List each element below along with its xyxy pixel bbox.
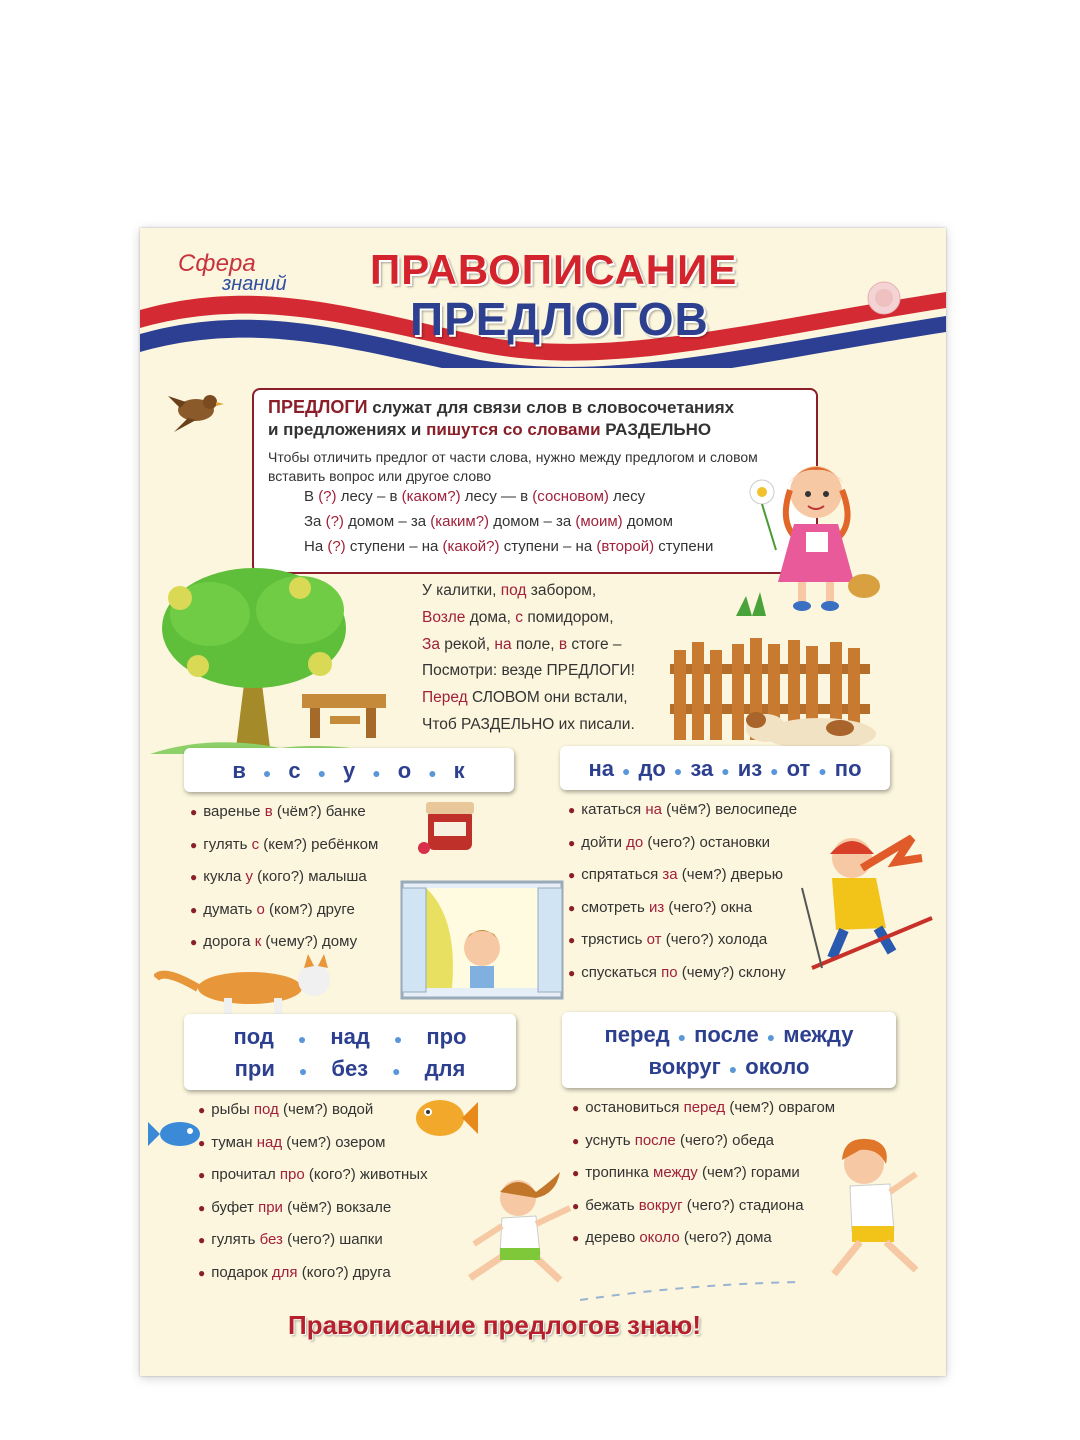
example-preposition: около (639, 1229, 680, 1246)
example-text: (чем?) озером (282, 1133, 386, 1151)
example-preposition: между (653, 1164, 698, 1181)
prepositions-panel-simple (184, 748, 514, 792)
example-text: ступени (654, 538, 714, 555)
example-text: На (304, 538, 328, 555)
preposition-word: за (690, 756, 714, 781)
bullet-icon: ● (198, 1233, 206, 1247)
preposition-word: до (638, 756, 666, 781)
rule-text-2: и предложениях и (268, 420, 427, 439)
separator-dot: ● (721, 763, 730, 779)
example-text: бежать (585, 1196, 639, 1214)
example-item (572, 1125, 835, 1158)
separator-dot: ● (677, 1029, 687, 1045)
example-text: ступени – на (499, 538, 597, 555)
poem-preposition: Перед (422, 689, 468, 707)
bullet-icon: ● (568, 900, 576, 915)
example-question: (сосновом) (532, 488, 609, 505)
example-text: ступени – на (345, 538, 443, 555)
bottom-slogan: Правописание предлогов знаю! (288, 1310, 701, 1340)
poem-text: У калитки, (422, 582, 501, 599)
example-text: кукла (203, 868, 246, 885)
bullet-icon: ● (190, 935, 198, 949)
poem-text: помидором, (523, 608, 614, 626)
prepositions-row (184, 1024, 516, 1050)
separator-dot: ● (766, 1029, 776, 1045)
tree-and-bench-illustration (150, 558, 400, 758)
preposition-word: в (232, 758, 247, 783)
preposition-word: вокруг (648, 1054, 721, 1079)
example-item (190, 829, 378, 862)
bullet-icon: ● (190, 837, 198, 852)
example-item (198, 1159, 428, 1192)
example-preposition: над (256, 1133, 283, 1151)
preposition-word: около (745, 1054, 810, 1079)
hologram-sticker (866, 280, 902, 316)
examples-list-two-letter (568, 794, 797, 989)
prepositions-panel-long (562, 1012, 896, 1088)
example-preposition: вокруг (638, 1196, 683, 1214)
example-text: подарок (211, 1263, 272, 1281)
example-text: уснуть (585, 1131, 635, 1149)
example-text: (кем?) ребёнком (259, 835, 379, 853)
preposition-word: при (234, 1056, 275, 1081)
example-preposition: после (634, 1131, 676, 1149)
girl-with-flower-illustration (736, 440, 886, 620)
separator-dot: ● (393, 1031, 403, 1047)
prepositions-row (562, 1054, 896, 1080)
example-question: (каком?) (401, 488, 461, 505)
example-text: В (304, 488, 319, 505)
preposition-word: без (331, 1056, 369, 1081)
rule-box (252, 388, 818, 574)
separator-dot: ● (770, 763, 779, 779)
example-item (568, 827, 797, 860)
poem-text: поле, (511, 635, 559, 653)
example-question: (?) (327, 538, 346, 555)
poem-text: забором, (526, 582, 597, 599)
prepositions-row (184, 1056, 516, 1082)
example-text: (чего?) остановки (643, 833, 770, 851)
example-preposition: о (256, 900, 265, 918)
example-text: (чего?) холода (661, 931, 768, 948)
rule-hint: Чтобы отличить предлог от части слова, нужно между предлогом и словом вставить вопрос или другое слово (268, 449, 758, 484)
example-text: (чём?) банке (272, 803, 366, 820)
bullet-icon: ● (568, 933, 576, 947)
rule-emphasis: пишутся со словами (426, 420, 601, 439)
example-question: (каким?) (430, 513, 490, 530)
title-line-1: ПРАВОПИСАНИЕ (370, 246, 738, 293)
example-item (568, 859, 797, 892)
logo-line-2: знаний (222, 273, 287, 295)
separator-dot: ● (372, 765, 382, 781)
preposition-word: над (330, 1024, 370, 1049)
example-text: лесу (608, 488, 646, 505)
poem-text: дома, (465, 608, 516, 626)
poem-preposition: под (500, 582, 527, 599)
poem-preposition: в (558, 635, 568, 653)
example-text: лесу – в (336, 488, 402, 505)
example-preposition: от (646, 931, 662, 948)
example-text: трястись (581, 931, 647, 948)
example-preposition: под (253, 1101, 279, 1118)
poem-text: СЛОВОМ они встали, (467, 689, 628, 707)
poem-text: Посмотри: везде ПРЕДЛОГИ! (422, 662, 635, 680)
rule-example (304, 538, 713, 555)
example-text: (чем?) оврагом (725, 1099, 836, 1116)
example-preposition: к (254, 933, 262, 950)
separator-dot: ● (392, 1063, 401, 1079)
example-text: (чего?) шапки (282, 1231, 383, 1248)
example-item (198, 1192, 428, 1225)
poem-line (422, 605, 635, 632)
window-with-girl-illustration (398, 878, 566, 1002)
example-text: (кого?) друга (297, 1263, 391, 1281)
logo-line-1: Сфера (178, 250, 256, 277)
example-preposition: без (259, 1231, 283, 1248)
example-text: рыбы (211, 1101, 254, 1118)
preposition-word: по (834, 756, 862, 781)
example-text: гулять (211, 1231, 260, 1248)
separator-dot: ● (728, 1061, 738, 1077)
examples-list-simple (190, 796, 378, 959)
example-item (568, 794, 797, 827)
example-text: остановиться (585, 1099, 684, 1116)
example-text: думать (203, 900, 257, 918)
example-text: туман (211, 1133, 257, 1151)
poem (422, 578, 635, 739)
poem-line (422, 658, 635, 685)
preposition-word: после (694, 1022, 759, 1047)
separator-dot: ● (262, 765, 273, 781)
preposition-word: между (783, 1022, 854, 1047)
example-text: дерево (585, 1229, 640, 1246)
preposition-word: для (424, 1056, 466, 1081)
example-text: (чего?) обеда (675, 1131, 774, 1149)
preposition-word: на (588, 756, 614, 781)
example-preposition: с (251, 835, 260, 853)
example-text: (чего?) стадиона (682, 1196, 804, 1214)
example-text: За (304, 513, 326, 530)
example-item (572, 1092, 835, 1125)
bullet-icon: ● (572, 1166, 580, 1180)
poem-preposition: с (515, 608, 524, 626)
bullet-icon: ● (198, 1265, 206, 1280)
example-question: (?) (325, 513, 344, 530)
preposition-word: под (233, 1024, 274, 1049)
separator-dot: ● (673, 763, 683, 779)
separator-dot: ● (317, 765, 328, 781)
separator-dot: ● (622, 763, 631, 779)
example-item (190, 861, 378, 894)
title-line-2: ПРЕДЛОГОВ (410, 293, 709, 345)
bullet-icon: ● (568, 868, 576, 882)
example-question: (?) (318, 488, 337, 505)
rule-example (304, 488, 645, 505)
example-question: (моим) (575, 513, 623, 530)
example-text: (ком?) друге (264, 900, 355, 918)
example-item (198, 1224, 428, 1257)
separator-dot: ● (428, 765, 438, 781)
example-preposition: для (271, 1263, 298, 1281)
prepositions-panel-two-letter (560, 746, 890, 790)
example-text: варенье (203, 803, 265, 820)
bullet-icon: ● (568, 835, 576, 850)
separator-dot: ● (298, 1063, 308, 1079)
bird-illustration (166, 378, 226, 438)
example-text: (чему?) дому (261, 933, 358, 950)
bullet-icon: ● (198, 1135, 206, 1150)
poem-text: рекой, (439, 635, 495, 653)
poem-preposition: на (494, 635, 512, 653)
preposition-word: перед (604, 1022, 670, 1047)
example-text: смотреть (581, 898, 649, 916)
example-text: (чем?) горами (697, 1164, 800, 1181)
poem-line (422, 685, 635, 712)
example-item (568, 892, 797, 925)
example-item (572, 1157, 835, 1190)
poem-line (422, 632, 635, 659)
example-text: спускаться (581, 963, 662, 981)
preposition-word: про (426, 1024, 467, 1049)
poem-preposition: За (422, 635, 440, 653)
prepositions-row (560, 756, 890, 782)
bullet-icon: ● (572, 1101, 580, 1115)
example-text: (кого?) малыша (252, 868, 367, 885)
example-preposition: в (264, 803, 273, 820)
fence-and-dog-illustration (670, 636, 900, 756)
bullet-icon: ● (198, 1168, 206, 1182)
example-item (572, 1222, 835, 1255)
bullet-icon: ● (568, 803, 576, 817)
bullet-icon: ● (190, 805, 198, 819)
example-text: кататься (581, 801, 646, 818)
example-text: (чему?) склону (677, 963, 786, 981)
example-item (198, 1094, 428, 1127)
example-text: (чего?) окна (664, 898, 753, 916)
rule-keyword: ПРЕДЛОГИ (268, 397, 368, 417)
preposition-word: с (288, 758, 302, 783)
example-preposition: на (645, 801, 662, 818)
example-text: (чём?) велосипеде (662, 801, 798, 818)
example-text: (чем?) дверью (677, 866, 784, 883)
example-preposition: за (662, 866, 678, 883)
separator-dot: ● (297, 1031, 307, 1047)
bullet-icon: ● (568, 965, 576, 980)
bullet-icon: ● (572, 1231, 580, 1245)
poem-preposition: Возле (422, 608, 466, 626)
running-boy-illustration (820, 1134, 940, 1284)
examples-list-long (572, 1092, 835, 1255)
example-preposition: перед (683, 1099, 726, 1116)
example-text: прочитал (211, 1166, 280, 1183)
example-item (568, 957, 797, 990)
example-text: домом – за (343, 513, 431, 530)
poster-sheet (140, 228, 946, 1376)
example-item (568, 924, 797, 957)
example-text: дойти (581, 833, 627, 851)
example-text: (кого?) животных (304, 1166, 428, 1183)
example-text: тропинка (585, 1164, 653, 1181)
dashed-track (580, 1276, 800, 1306)
example-item (198, 1257, 428, 1290)
poem-text: стоге – (567, 635, 622, 653)
example-text: гулять (203, 835, 252, 853)
example-preposition: из (648, 898, 665, 916)
prepositions-panel-three-letter (184, 1014, 516, 1090)
prepositions-row (562, 1022, 896, 1048)
example-text: домом (622, 513, 673, 530)
preposition-word: из (737, 756, 763, 781)
cat-illustration (154, 948, 344, 1018)
example-item (190, 796, 378, 829)
bullet-icon: ● (198, 1103, 206, 1117)
example-preposition: про (279, 1166, 305, 1183)
poem-line (422, 712, 635, 739)
publisher-logo (178, 250, 287, 295)
example-preposition: при (258, 1198, 283, 1216)
preposition-word: о (397, 758, 413, 783)
jam-jar-illustration (416, 794, 486, 858)
example-text: дорога (203, 933, 255, 950)
rule-statement (268, 396, 813, 441)
example-item (572, 1190, 835, 1223)
bullet-icon: ● (572, 1198, 580, 1213)
example-text: буфет (211, 1198, 259, 1216)
bullet-icon: ● (190, 870, 198, 884)
example-text: лесу — в (460, 488, 533, 505)
bullet-icon: ● (198, 1200, 206, 1215)
rule-text-1: служат для связи слов в словосочетаниях (367, 398, 735, 417)
poem-line (422, 578, 635, 605)
preposition-word: к (453, 758, 466, 783)
examples-list-three-letter (198, 1094, 428, 1289)
rule-text-3: РАЗДЕЛЬНО (600, 420, 712, 439)
example-text: домом – за (489, 513, 576, 530)
skier-illustration (792, 818, 942, 988)
preposition-word: от (786, 756, 811, 781)
bullet-icon: ● (190, 902, 198, 917)
preposition-word: у (343, 758, 357, 783)
example-preposition: по (661, 963, 678, 981)
prepositions-row (184, 758, 514, 784)
example-text: спрятаться (581, 866, 663, 883)
running-girl-illustration (440, 1168, 590, 1288)
example-text: (чем?) водой (278, 1101, 374, 1118)
example-text: (чего?) дома (679, 1229, 772, 1246)
example-item (198, 1127, 428, 1160)
rule-example (304, 513, 673, 530)
example-preposition: до (626, 833, 644, 851)
poem-text: Чтоб РАЗДЕЛЬНО их писали. (422, 715, 635, 733)
example-item (190, 894, 378, 927)
separator-dot: ● (818, 763, 827, 779)
bullet-icon: ● (572, 1133, 580, 1148)
example-text: (чём?) вокзале (282, 1198, 392, 1216)
example-question: (второй) (596, 538, 655, 555)
example-question: (какой?) (442, 538, 500, 555)
example-preposition: у (245, 868, 253, 885)
